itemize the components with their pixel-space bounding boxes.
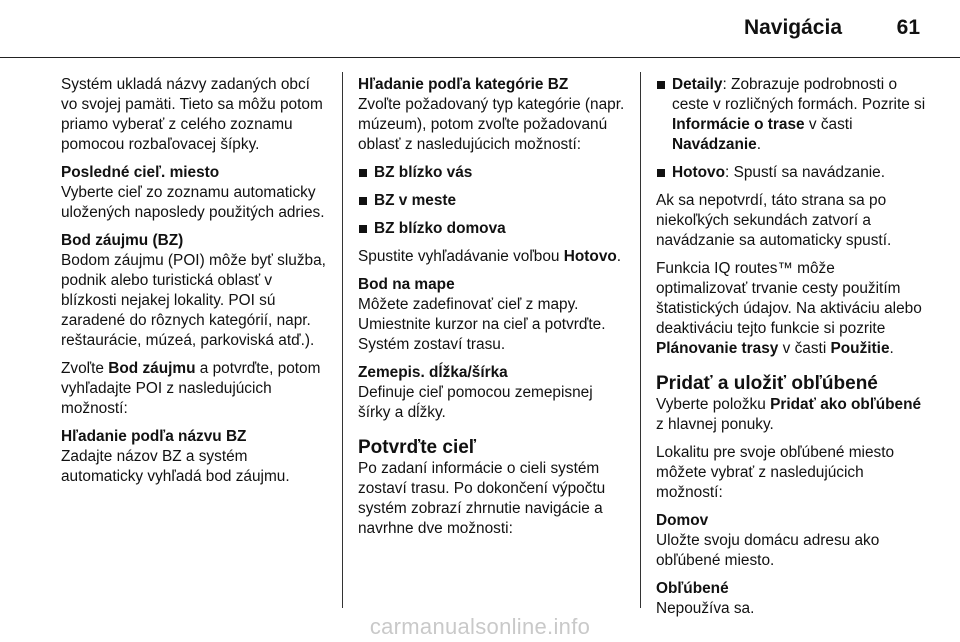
page-header [0,0,960,58]
favourites-subheading: Obľúbené [656,580,729,597]
start-search-paragraph [358,247,626,267]
list-item-label: BZ blízko domova [374,220,506,237]
column-divider-2 [640,72,641,608]
details-text-1: : Zobrazuje podrobnosti o ceste v rozličných formách. Pozrite si [672,76,926,113]
poi-text: Bodom záujmu (POI) môže byť služba, podnik alebo turistická oblasť v blízkosti nejakej lokality. POI sú zaradené do rôznych kategórií, napr. reštaurácie, múzeá, parkoviská atď.). [61,252,326,349]
iq-routes-paragraph [656,259,926,359]
bullet-square-icon [657,81,665,89]
choose-suffix: a potvrďte, potom vyhľadajte POI z nasledujúcich možností: [61,360,321,417]
bullet-square-icon [359,197,367,205]
iq-bold-2: Použitie [830,340,890,357]
search-by-name-heading: Hľadanie podľa názvu BZ [61,428,247,445]
latlon-heading: Zemepis. dĺžka/šírka [358,364,508,381]
fav-bold: Pridať ako obľúbené [770,396,922,413]
auto-start-paragraph: Ak sa nepotvrdí, táto strana sa po niekoľkých sekundách zatvorí a navádzanie sa automaticky spustí. [656,192,892,249]
favourite-location-paragraph: Lokalitu pre svoje obľúbené miesto môžete vybrať z nasledujúcich možností: [656,444,895,501]
iq-text-3: . [889,340,894,357]
column-1 [61,75,329,495]
page-number: 61 [896,16,920,39]
go-text: : Spustí sa navádzanie. [725,164,886,181]
go-bold: Hotovo [672,164,726,181]
home-text: Uložte svoju domácu adresu ako obľúbené miesto. [656,532,880,569]
list-item-label: BZ v meste [374,192,457,209]
list-item [656,163,926,183]
choose-bold: Bod záujmu [108,360,196,377]
bullet-square-icon [359,169,367,177]
search-by-name-text: Zadajte názov BZ a systém automaticky vyhľadá bod záujmu. [61,448,290,485]
bullet-square-icon [359,225,367,233]
fav-prefix: Vyberte položku [656,396,771,413]
poi-area-list [358,163,626,239]
details-bold-3: Navádzanie [672,136,757,153]
details-text-2: v časti [804,116,853,133]
details-text-3: . [756,136,761,153]
options-list [656,75,926,183]
column-divider-1 [342,72,343,608]
search-by-category-text: Zvoľte požadovaný typ kategórie (napr. múzeum), potom zvoľte požadovanú oblasť z nasledujúcich možností: [358,96,625,153]
page-title: Navigácia [743,16,842,39]
favourites-subtext: Nepoužíva sa. [656,600,755,617]
column-3 [656,75,926,627]
list-item [358,191,626,211]
start-prefix: Spustite vyhľadávanie voľbou [358,248,564,265]
list-item-label: BZ blízko vás [374,164,473,181]
iq-bold-1: Plánovanie trasy [656,340,779,357]
map-point-heading: Bod na mape [358,276,455,293]
favourites-heading: Pridať a uložiť obľúbené [656,373,878,394]
details-bold: Detaily [672,76,723,93]
details-bold-2: Informácie o trase [672,116,805,133]
list-item [358,219,626,239]
confirm-destination-heading: Potvrďte cieľ [358,437,477,458]
bullet-square-icon [657,169,665,177]
confirm-destination-text: Po zadaní informácie o cieli systém zostaví trasu. Po dokončení výpočtu systém zobrazí zhrnutie navigácie a navrhne dve možnosti: [358,460,606,537]
intro-paragraph: Systém ukladá názvy zadaných obcí vo svojej pamäti. Tieto sa môžu potom priamo vyberať z celého zoznamu pomocou rozbaľovacej šípky. [61,76,323,153]
home-heading: Domov [656,512,709,529]
map-point-text: Môžete zadefinovať cieľ z mapy. Umiestnite kurzor na cieľ a potvrďte. Systém zostaví trasu. [358,296,606,353]
iq-text-2: v časti [778,340,831,357]
column-2 [358,75,626,547]
iq-text-1: Funkcia IQ routes™ môže optimalizovať trvanie cesty použitím štatistických údajov. Na aktiváciu alebo deaktiváciu tejto funkcie si pozrite [656,260,922,337]
poi-heading: Bod záujmu (BZ) [61,232,184,249]
list-item [656,75,926,155]
choose-poi-paragraph [61,359,329,419]
start-bold: Hotovo [563,248,617,265]
start-suffix: . [616,248,622,265]
last-destination-text: Vyberte cieľ zo zoznamu automaticky uložených naposledy použitých adries. [61,184,325,221]
choose-prefix: Zvoľte [61,360,109,377]
list-item [358,163,626,183]
watermark: carmanualsonline.info [369,614,591,639]
header-rule [0,57,960,58]
last-destination-heading: Posledné cieľ. miesto [61,164,220,181]
latlon-text: Definuje cieľ pomocou zemepisnej šírky a dĺžky. [358,384,593,421]
favourites-paragraph [656,395,926,435]
search-by-category-heading: Hľadanie podľa kategórie BZ [358,76,569,93]
fav-suffix: z hlavnej ponuky. [656,416,774,433]
